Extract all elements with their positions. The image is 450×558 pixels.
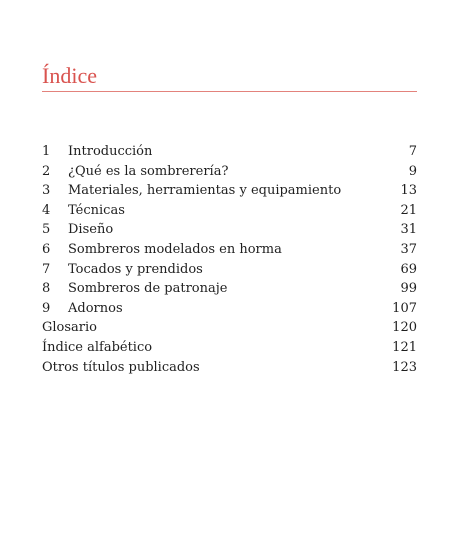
- toc-chapter-number: 5: [42, 222, 51, 238]
- toc-chapter-number: 2: [42, 163, 51, 179]
- toc-entry[interactable]: [42, 201, 417, 221]
- toc-entry[interactable]: [42, 260, 417, 280]
- page-title: Índice: [42, 63, 97, 88]
- toc-chapter-title: Introducción: [68, 144, 153, 159]
- toc-chapter-title: Diseño: [68, 222, 114, 238]
- toc-chapter-number: 8: [42, 281, 51, 297]
- toc-chapter-number: 6: [42, 241, 51, 257]
- toc-entry[interactable]: [42, 162, 417, 182]
- toc-chapter-title: Adornos: [68, 300, 123, 316]
- toc-entry[interactable]: [42, 299, 417, 319]
- toc-chapter-number: 3: [42, 183, 51, 199]
- toc-section-title: Índice alfabético: [42, 339, 153, 355]
- toc-page-number: 107: [392, 300, 417, 316]
- toc-chapter-title: Materiales, herramientas y equipamiento: [68, 183, 342, 199]
- toc-entry-glosario[interactable]: [42, 318, 417, 338]
- toc-chapter-title: Sombreros modelados en horma: [68, 241, 282, 257]
- toc-chapter-title: ¿Qué es la sombrerería?: [68, 163, 229, 179]
- toc-page-number: 69: [400, 261, 417, 277]
- toc-entry[interactable]: [42, 279, 417, 299]
- toc-chapter-number: 7: [42, 261, 51, 277]
- toc-entry[interactable]: [42, 142, 417, 162]
- toc-entry-otros-titulos[interactable]: [42, 358, 417, 378]
- toc-section-title: Glosario: [42, 320, 97, 336]
- toc-entry[interactable]: [42, 181, 417, 201]
- toc-chapter-number: 1: [42, 144, 51, 159]
- toc-page-number: 99: [400, 281, 417, 297]
- toc-page-number: 9: [408, 163, 417, 179]
- toc-entry[interactable]: [42, 240, 417, 260]
- toc-entry[interactable]: [42, 220, 417, 240]
- toc-chapter-number: 9: [42, 300, 51, 316]
- title-underline: [42, 91, 417, 92]
- toc-page-number: 21: [400, 202, 417, 218]
- toc-chapter-number: 4: [42, 202, 51, 218]
- toc-page-number: 121: [392, 339, 417, 355]
- toc-chapter-title: Sombreros de patronaje: [68, 281, 228, 297]
- table-of-contents: [42, 142, 417, 377]
- toc-page-number: 120: [392, 320, 417, 336]
- toc-section-title: Otros títulos publicados: [42, 359, 200, 375]
- toc-page-number: 7: [408, 144, 417, 159]
- toc-page-number: 37: [400, 241, 417, 257]
- toc-page-number: 123: [392, 359, 417, 375]
- toc-entry-indice-alfabetico[interactable]: [42, 338, 417, 358]
- toc-page-number: 13: [400, 183, 417, 199]
- toc-chapter-title: Técnicas: [68, 202, 125, 218]
- toc-page-number: 31: [400, 222, 417, 238]
- toc-chapter-title: Tocados y prendidos: [68, 261, 203, 277]
